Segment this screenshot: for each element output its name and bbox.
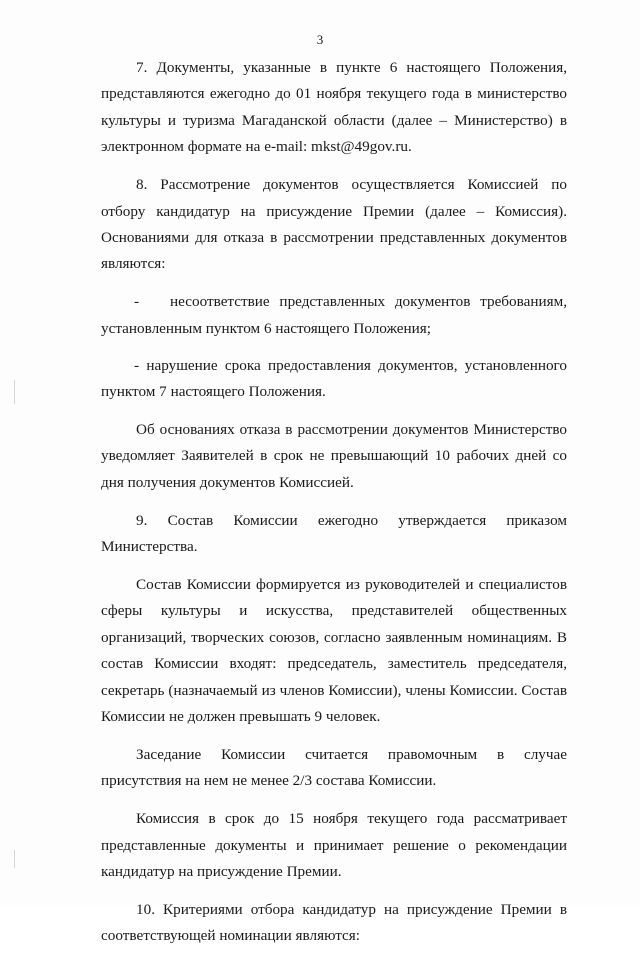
scan-edge-mark (14, 850, 15, 868)
list-item-deadline-violation: - нарушение срока предоставления документов, установленного пунктом 7 настоящего Положения. (101, 356, 567, 400)
paragraph-item-7: 7. Документы, указанные в пункте 6 настоящего Положения, представляются ежегодно до 01 ноября текущего года в министерство культуры и туризма Магаданской области (далее – Министерство) в электронном формате на e-mail: mkst@49gov.ru. (101, 59, 567, 156)
document-body (101, 55, 567, 961)
page-number: 3 (316, 32, 324, 47)
paragraph-refusal-notice: Об основаниях отказа в рассмотрении документов Министерство уведомляет Заявителей в срок не превышающий 10 рабочих дней со дня получения документов Комиссией. (101, 420, 567, 491)
list-dash: - (134, 293, 140, 311)
paragraph-review-deadline: Комиссия в срок до 15 ноября текущего года рассматривает представленные документы и принимает решение о рекомендации кандидатур на присуждение Премии. (101, 810, 567, 880)
scan-edge-mark (14, 380, 15, 404)
list-item-nonconformity (101, 289, 567, 342)
paragraph-item-9: 9. Состав Комиссии ежегодно утверждается приказом Министерства. (101, 511, 567, 555)
paragraph-commission-composition: Состав Комиссии формируется из руководителей и специалистов сферы культуры и искусства, представителей общественных организаций, творческих союзов, согласно заявленным номинациям. В состав Комиссии входят: председатель, заместитель председателя, секретарь (назначаемый из членов Комиссии), члены Комиссии. Состав Комиссии не должен превышать 9 человек. (101, 575, 567, 725)
paragraph-item-8: 8. Рассмотрение документов осуществляется Комиссией по отбору кандидатур на присуждение Премии (далее – Комиссия). Основаниями для отказа в рассмотрении представленных документов являются: (101, 176, 567, 273)
paragraph-quorum: Заседание Комиссии считается правомочным в случае присутствия на нем не менее 2/3 состава Комиссии. (101, 745, 567, 790)
paragraph-item-10: 10. Критериями отбора кандидатур на присуждение Премии в соответствующей номинации являются: (101, 900, 567, 945)
list-item-text: несоответствие представленных документов требованиям, установленным пунктом 6 настоящего Положения; (101, 293, 567, 337)
